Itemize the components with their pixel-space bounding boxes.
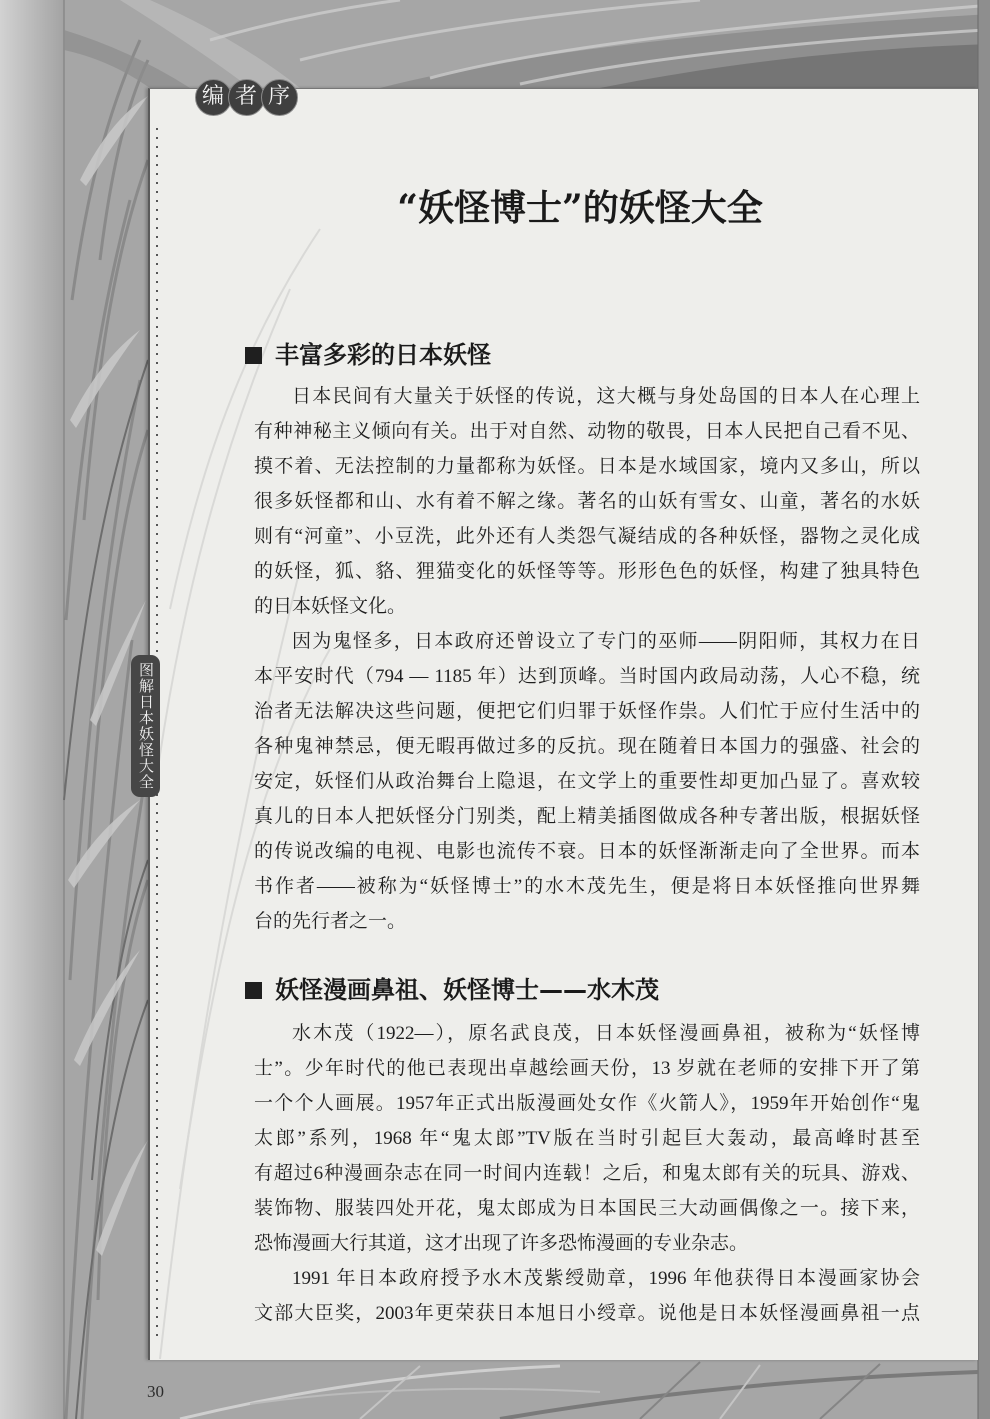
heading-bullet-icon — [245, 347, 262, 364]
text-line: 一个个人画展。1957年正式出版漫画处女作《火箭人》，1959年开始创作“鬼 — [254, 1093, 920, 1114]
text-line: 恐怖漫画大行其道，这才出现了许多恐怖漫画的专业杂志。 — [254, 1233, 749, 1254]
text-line: 的传说改编的电视、电影也流传不衰。日本的妖怪渐渐走向了全世界。而本 — [254, 841, 920, 862]
page-number: 30 — [147, 1382, 164, 1401]
section-body — [254, 1016, 920, 1331]
text-line: 本平安时代（794 — 1185 年）达到顶峰。当时国内政局动荡，人心不稳，统 — [254, 666, 920, 687]
text-line: 日本民间有大量关于妖怪的传说，这大概与身处岛国的日本人在心理上 — [292, 386, 920, 407]
text-line: 文部大臣奖，2003年更荣获日本旭日小绶章。说他是日本妖怪漫画鼻祖一点 — [254, 1303, 920, 1324]
text-line: 摸不着、无法控制的力量都称为妖怪。日本是水域国家，境内又多山，所以 — [254, 456, 920, 477]
text-line: 有超过6种漫画杂志在同一时间内连载！之后，和鬼太郎有关的玩具、游戏、 — [254, 1163, 920, 1184]
section-heading-label: 妖怪漫画鼻祖、妖怪博士——水木茂 — [275, 976, 659, 1004]
text-line: 的妖怪，狐、貉、狸猫变化的妖怪等等。形形色色的妖怪，构建了独具特色 — [254, 561, 920, 582]
heading-bullet-icon — [245, 982, 262, 999]
text-line: 安定，妖怪们从政治舞台上隐退，在文学上的重要性却更加凸显了。喜欢较 — [254, 771, 920, 792]
text-line: 水木茂（1922—），原名武良茂，日本妖怪漫画鼻祖，被称为“妖怪博 — [292, 1023, 920, 1044]
section-heading-label: 丰富多彩的日本妖怪 — [275, 341, 491, 369]
section-body — [254, 379, 920, 939]
text-line: 各种鬼神禁忌，便无暇再做过多的反抗。现在随着日本国力的强盛、社会的 — [254, 736, 920, 757]
text-line: 太郎”系列，1968 年“鬼太郎”TV版在当时引起巨大轰动，最高峰时甚至 — [254, 1128, 920, 1149]
section-heading — [245, 975, 659, 1005]
text-line: 台的先行者之一。 — [254, 911, 407, 932]
text-line: 治者无法解决这些问题，便把它们归罪于妖怪作祟。人们忙于应付生活中的 — [254, 701, 920, 722]
text-line: 1991 年日本政府授予水木茂紫绶勋章，1996 年他获得日本漫画家协会 — [292, 1268, 920, 1289]
section-tag-label: 编者序 — [202, 84, 302, 109]
text-line: 真儿的日本人把妖怪分门别类，配上精美插图做成各种专著出版，根据妖怪 — [254, 806, 920, 827]
side-tab — [131, 655, 160, 797]
text-line: 装饰物、服装四处开花，鬼太郎成为日本国民三大动画偶像之一。接下来， — [254, 1198, 920, 1219]
text-line: 很多妖怪都和山、水有着不解之缘。著名的山妖有雪女、山童，著名的水妖 — [254, 491, 920, 512]
text-line: 的日本妖怪文化。 — [254, 596, 407, 617]
section-tag-badge — [195, 79, 302, 117]
side-tab-label: 图解日本妖怪大全 — [137, 662, 155, 790]
section-heading — [245, 340, 491, 370]
text-line: 则有“河童”、小豆洗，此外还有人类怨气凝结成的各种妖怪，器物之灵化成 — [254, 526, 920, 547]
text-line: 因为鬼怪多，日本政府还曾设立了专门的巫师——阴阳师，其权力在日 — [292, 631, 920, 652]
page-title: “妖怪博士”的妖怪大全 — [397, 187, 763, 229]
text-line: 书作者——被称为“妖怪博士”的水木茂先生，便是将日本妖怪推向世界舞 — [254, 876, 920, 897]
text-line: 士”。少年时代的他已表现出卓越绘画天份，13 岁就在老师的安排下开了第 — [254, 1058, 920, 1079]
text-line: 有种神秘主义倾向有关。出于对自然、动物的敬畏，日本人民把自己看不见、 — [254, 421, 920, 442]
